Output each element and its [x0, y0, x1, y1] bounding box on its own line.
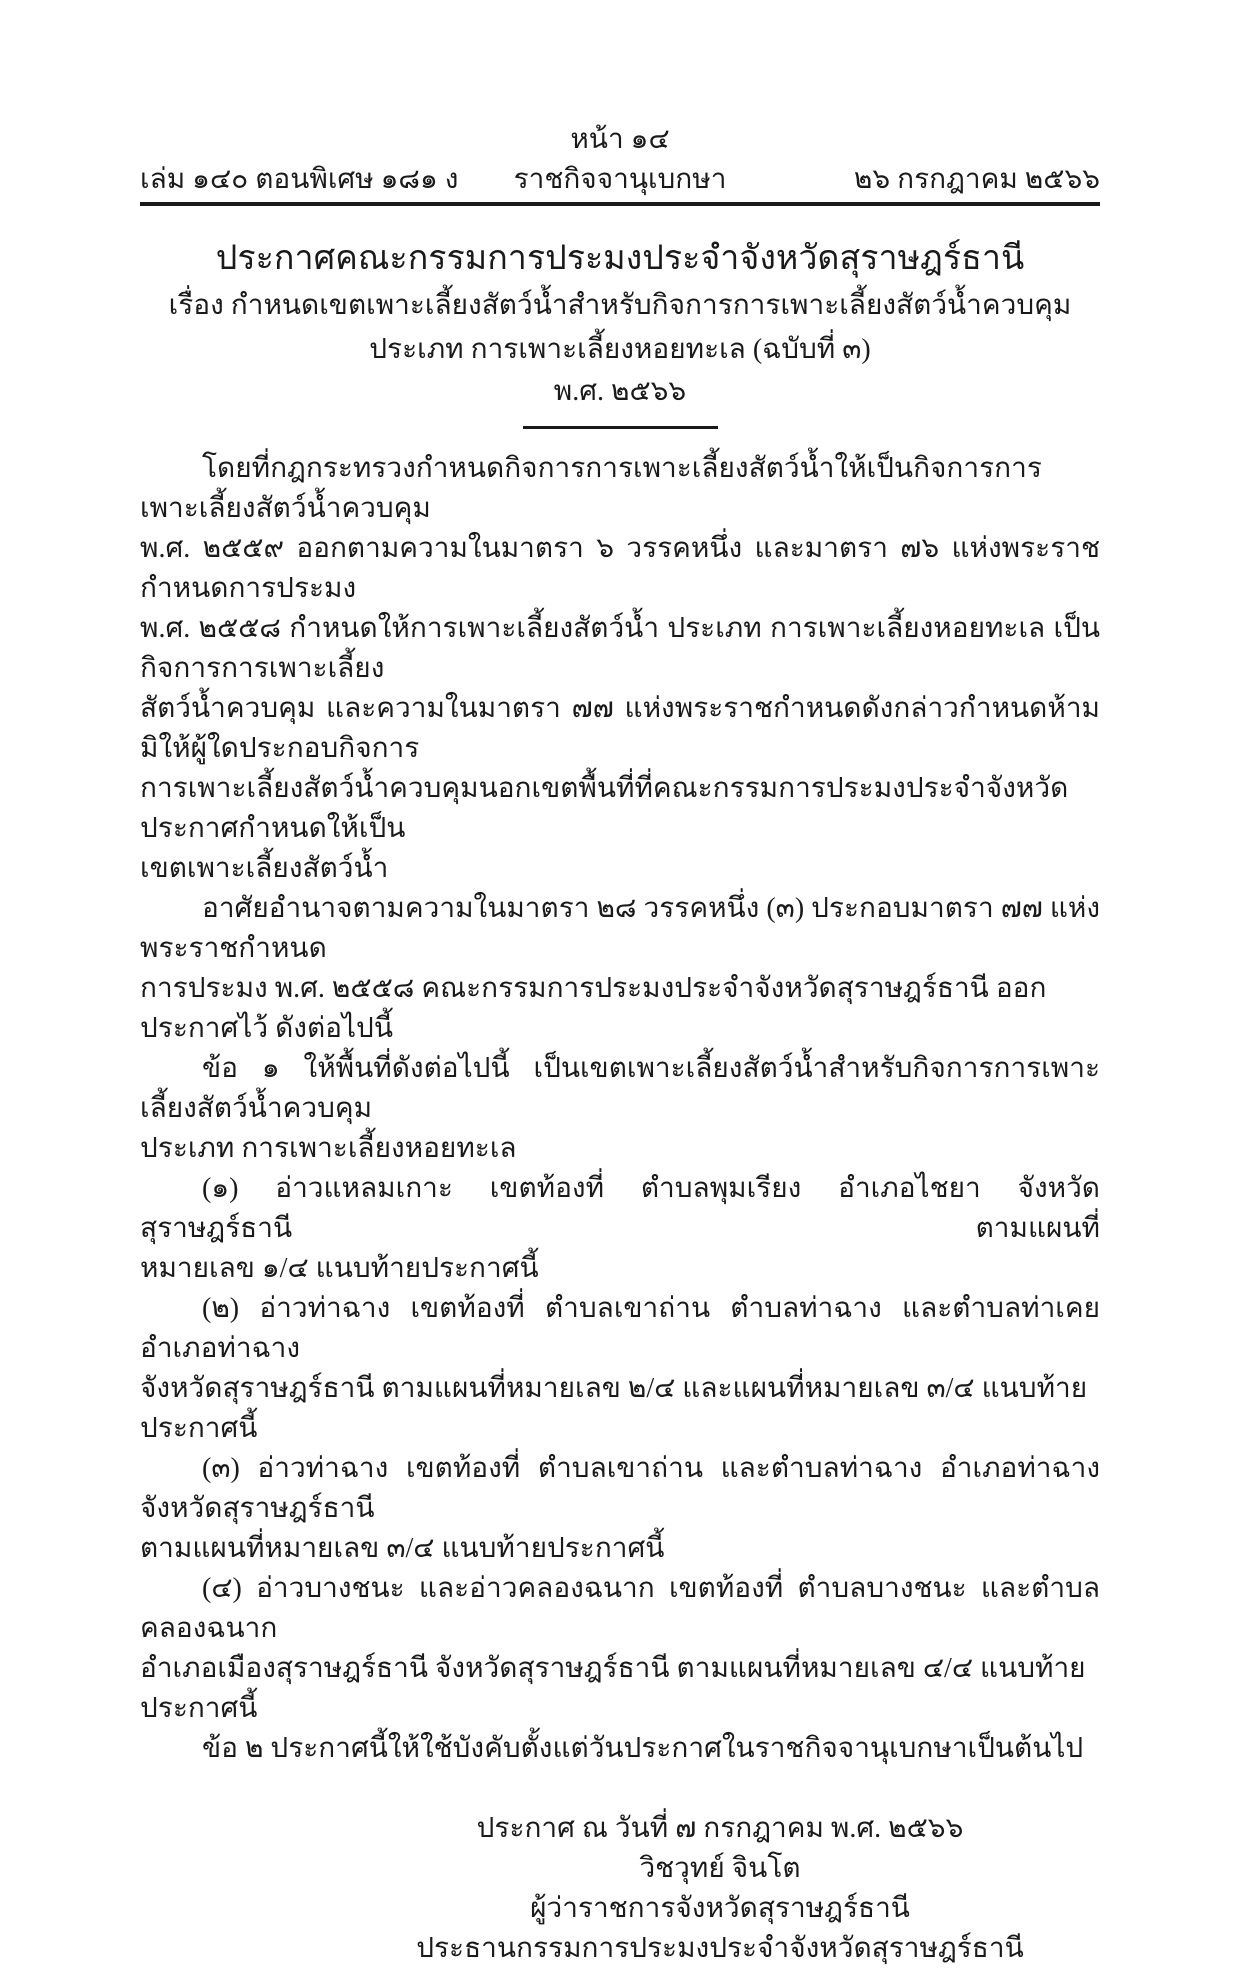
signer-name: วิชวุทย์ จินโต: [639, 1853, 801, 1884]
signature-date-line: ประกาศ ณ วันที่ ๗ กรกฎาคม พ.ศ. ๒๕๖๖: [476, 1813, 964, 1844]
title-block: [140, 234, 1100, 429]
masthead: [140, 160, 1100, 200]
item-4-line: อำเภอเมืองสุราษฎร์ธานี จังหวัดสุราษฎร์ธานี ตามแผนที่หมายเลข ๔/๔ แนบท้ายประกาศนี้: [140, 1653, 1086, 1724]
item-2-line: (๒) อ่าวท่าฉาง เขตท้องที่ ตำบลเขาถ่าน ตำบลท่าฉาง และตำบลท่าเคย อำเภอท่าฉาง: [140, 1293, 1100, 1364]
item-2-line: จังหวัดสุราษฎร์ธานี ตามแผนที่หมายเลข ๒/๔ และแผนที่หมายเลข ๓/๔ แนบท้ายประกาศนี้: [140, 1373, 1088, 1444]
body-line: การเพาะเลี้ยงสัตว์น้ำควบคุมนอกเขตพื้นที่ที่คณะกรรมการประมงประจำจังหวัดประกาศกำหนดให้เป็น: [140, 773, 1069, 844]
clause-1-line: ข้อ ๑ ให้พื้นที่ดังต่อไปนี้ เป็นเขตเพาะเลี้ยงสัตว์น้ำสำหรับกิจการการเพาะเลี้ยงสัตว์น้ำควบคุม: [140, 1053, 1100, 1124]
announcement-title: ประกาศคณะกรรมการประมงประจำจังหวัดสุราษฎร์ธานี: [215, 240, 1025, 277]
body-line: สัตว์น้ำควบคุม และความในมาตรา ๗๗ แห่งพระราชกำหนดดังกล่าวกำหนดห้ามมิให้ผู้ใดประกอบกิจการ: [140, 693, 1100, 764]
announcement-type: ประเภท การเพาะเลี้ยงหอยทะเล (ฉบับที่ ๓): [369, 334, 871, 365]
announcement-subject: เรื่อง กำหนดเขตเพาะเลี้ยงสัตว์น้ำสำหรับกิจการการเพาะเลี้ยงสัตว์น้ำควบคุม: [168, 290, 1072, 321]
page-number: หน้า ๑๔: [570, 124, 670, 155]
signer-position-governor: ผู้ว่าราชการจังหวัดสุราษฎร์ธานี: [530, 1893, 910, 1924]
signer-position-chairman: ประธานกรรมการประมงประจำจังหวัดสุราษฎร์ธานี: [416, 1933, 1024, 1964]
gazette-name: ราชกิจจานุเบกษา: [513, 164, 727, 195]
body-line: พ.ศ. ๒๕๕๙ ออกตามความในมาตรา ๖ วรรคหนึ่ง และมาตรา ๗๖ แห่งพระราชกำหนดการประมง: [140, 533, 1100, 604]
clause-1-line: ประเภท การเพาะเลี้ยงหอยทะเล: [140, 1133, 517, 1164]
item-1-line: (๑) อ่าวแหลมเกาะ เขตท้องที่ ตำบลพุมเรียง อำเภอไชยา จังหวัดสุราษฎร์ธานี ตามแผนที่: [140, 1173, 1100, 1244]
item-4-line: (๔) อ่าวบางชนะ และอ่าวคลองฉนาก เขตท้องที่ ตำบลบางชนะ และตำบลคลองฉนาก: [140, 1573, 1100, 1644]
page-content: [140, 0, 1100, 1969]
body-line: พ.ศ. ๒๕๕๘ กำหนดให้การเพาะเลี้ยงสัตว์น้ำ ประเภท การเพาะเลี้ยงหอยทะเล เป็นกิจการการเพาะเลี้ยง: [140, 613, 1100, 684]
header-rule: [140, 202, 1100, 206]
body-line: เขตเพาะเลี้ยงสัตว์น้ำ: [140, 853, 389, 884]
clause-2-line: ข้อ ๒ ประกาศนี้ให้ใช้บังคับตั้งแต่วันประกาศในราชกิจจานุเบกษาเป็นต้นไป: [202, 1733, 1084, 1764]
publication-date: ๒๖ กรกฎาคม ๒๕๖๖: [853, 164, 1100, 195]
body-line: การประมง พ.ศ. ๒๕๕๘ คณะกรรมการประมงประจำจังหวัดสุราษฎร์ธานี ออกประกาศไว้ ดังต่อไปนี้: [140, 973, 1047, 1044]
signature-block: [240, 1809, 1200, 1969]
announcement-body: [140, 449, 1100, 1769]
item-3-line: (๓) อ่าวท่าฉาง เขตท้องที่ ตำบลเขาถ่าน และตำบลท่าฉาง อำเภอท่าฉาง จังหวัดสุราษฎร์ธานี: [140, 1453, 1100, 1524]
title-divider: [523, 426, 718, 429]
body-line: โดยที่กฎกระทรวงกำหนดกิจการการเพาะเลี้ยงสัตว์น้ำให้เป็นกิจการการเพาะเลี้ยงสัตว์น้ำควบคุม: [140, 453, 1042, 524]
item-1-line: หมายเลข ๑/๔ แนบท้ายประกาศนี้: [140, 1253, 539, 1284]
volume-info: เล่ม ๑๔๐ ตอนพิเศษ ๑๘๑ ง: [140, 164, 459, 195]
announcement-year: พ.ศ. ๒๕๖๖: [553, 376, 687, 407]
body-line: อาศัยอำนาจตามความในมาตรา ๒๘ วรรคหนึ่ง (๓) ประกอบมาตรา ๗๗ แห่งพระราชกำหนด: [140, 893, 1100, 964]
item-3-line: ตามแผนที่หมายเลข ๓/๔ แนบท้ายประกาศนี้: [140, 1533, 665, 1564]
